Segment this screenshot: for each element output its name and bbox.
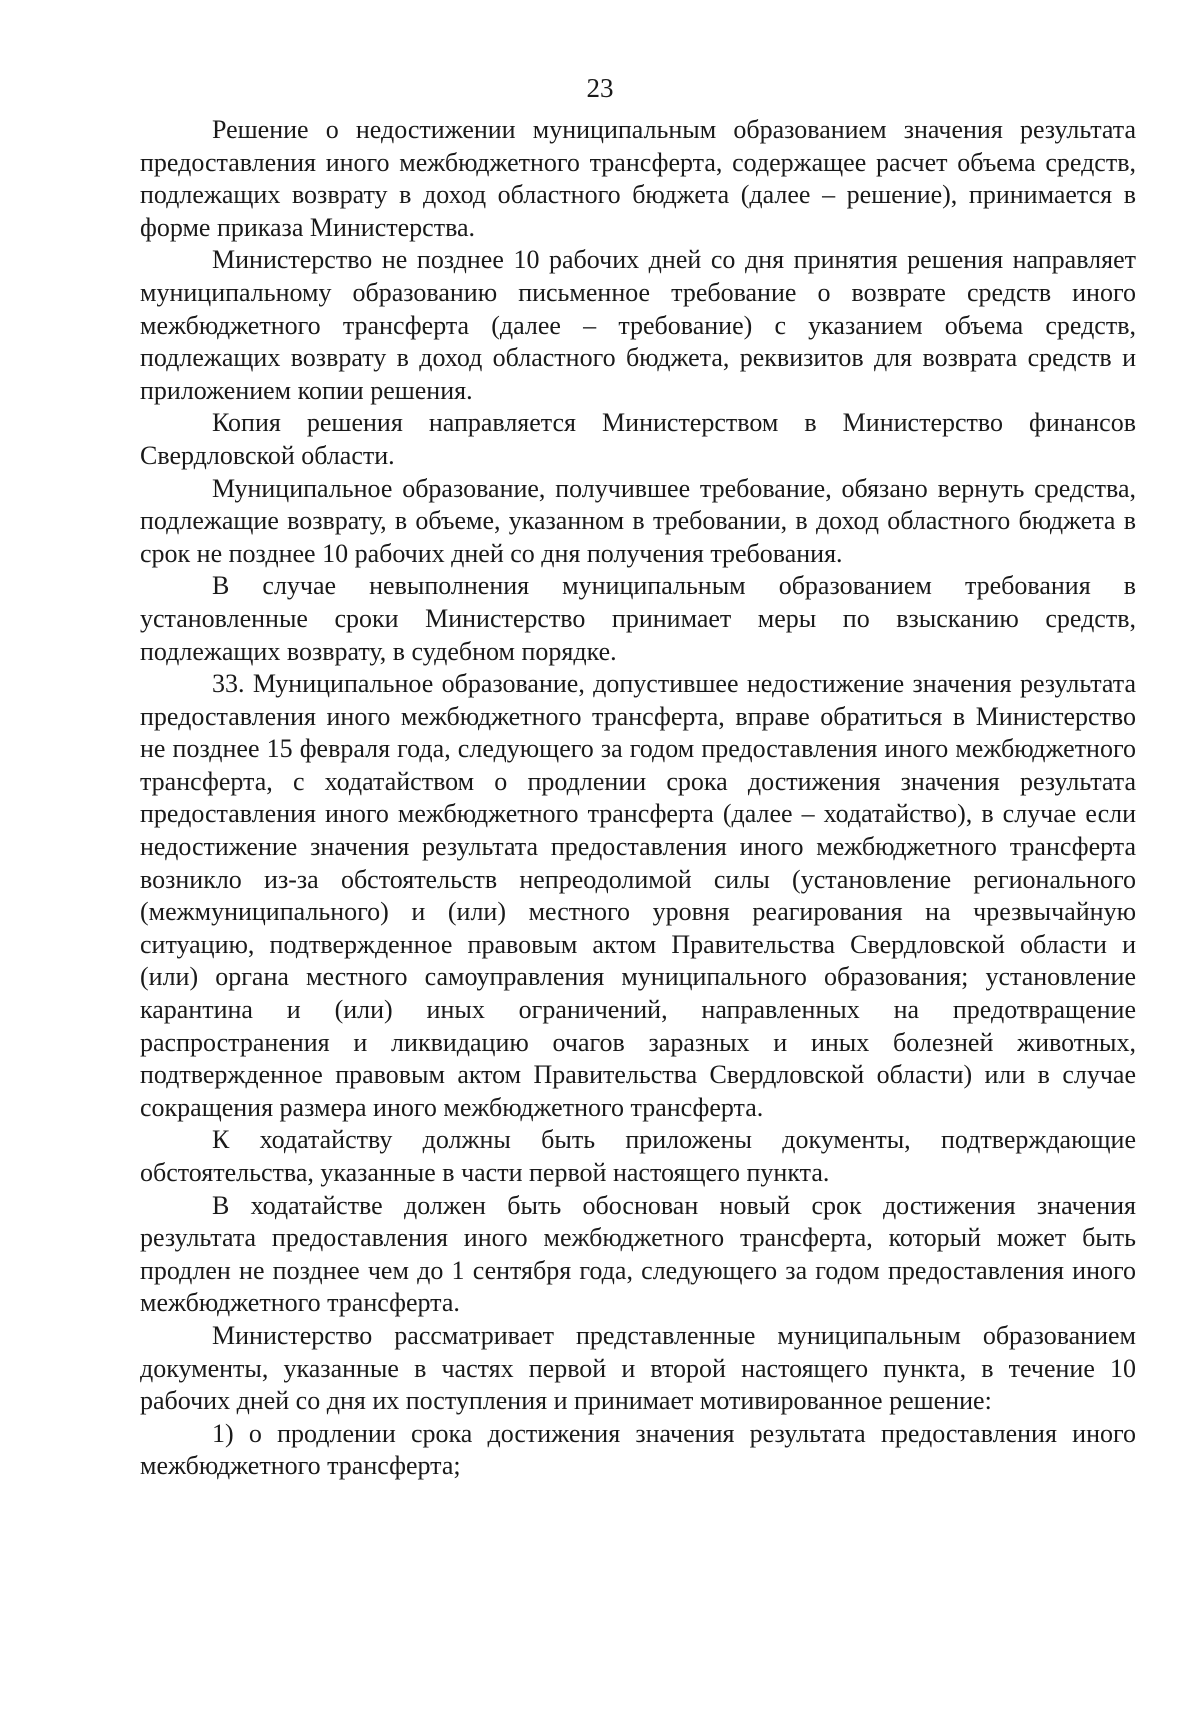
paragraph-court-recovery: В случае невыполнения муниципальным образованием требования в установленные сроки Министерство принимает меры по взысканию средств, подлежащих возврату, в судебном порядке.	[140, 571, 1136, 666]
paragraph-ministry-review: Министерство рассматривает представленные муниципальным образованием документы, указанные в частях первой и второй настоящего пункта, в течение 10 рабочих дней со дня их поступления и принимает мотивированное решение:	[140, 1320, 1136, 1416]
paragraph-attached-documents: К ходатайству должны быть приложены документы, подтверждающие обстоятельства, указанные в части первой настоящего пункта.	[140, 1125, 1136, 1187]
document-body	[140, 114, 1136, 1483]
page-number: 23	[586, 73, 614, 103]
paragraph-new-deadline: В ходатайстве должен быть обоснован новый срок достижения значения результата предоставления иного межбюджетного трансферта, который может быть продлен не позднее чем до 1 сентября года, следующего за годом предоставления иного межбюджетного трансферта.	[140, 1190, 1136, 1318]
paragraph-obligation-to-return: Муниципальное образование, получившее требование, обязано вернуть средства, подлежащие возврату, в объеме, указанном в требовании, в доход областного бюджета в срок не позднее 10 рабочих дней со дня получения требования.	[140, 473, 1136, 568]
paragraph-decision-form: Решение о недостижении муниципальным образованием значения результата предоставления иного межбюджетного трансферта, содержащее расчет объема средств, подлежащих возврату в доход областного бюджета (далее – решение), принимается в форме приказа Министерства.	[140, 115, 1136, 242]
paragraph-clause-33: 33. Муниципальное образование, допустившее недостижение значения результата предоставления иного межбюджетного трансферта, вправе обратиться в Министерство не позднее 15 февраля года, следующего за годом предоставления иного межбюджетного трансферта, с ходатайством о продлении срока достижения значения результата предоставления иного межбюджетного трансферта (далее – ходатайство), в случае если недостижение значения результата предоставления иного межбюджетного трансферта возникло из-за обстоятельств непреодолимой силы (установление регионального (межмуниципального) и (или) местного уровня реагирования на чрезвычайную ситуацию, подтвержденное правовым актом Правительства Свердловской области и (или) органа местного самоуправления муниципального образования; установление карантина и (или) иных ограничений, направленных на предотвращение распространения и ликвидацию очагов заразных и иных болезней животных, подтвержденное правовым актом Правительства Свердловской области) или в случае сокращения размера иного межбюджетного трансферта.	[140, 669, 1136, 1122]
paragraph-item-1: 1) о продлении срока достижения значения результата предоставления иного межбюджетного трансферта;	[140, 1418, 1136, 1481]
paragraph-return-requirement: Министерство не позднее 10 рабочих дней со дня принятия решения направляет муниципальному образованию письменное требование о возврате средств иного межбюджетного трансферта (далее – требование) с указанием объема средств, подлежащих возврату в доход областного бюджета, реквизитов для возврата средств и приложением копии решения.	[140, 245, 1136, 405]
paragraph-copy-to-finance: Копия решения направляется Министерством в Министерство финансов Свердловской области.	[140, 408, 1136, 470]
